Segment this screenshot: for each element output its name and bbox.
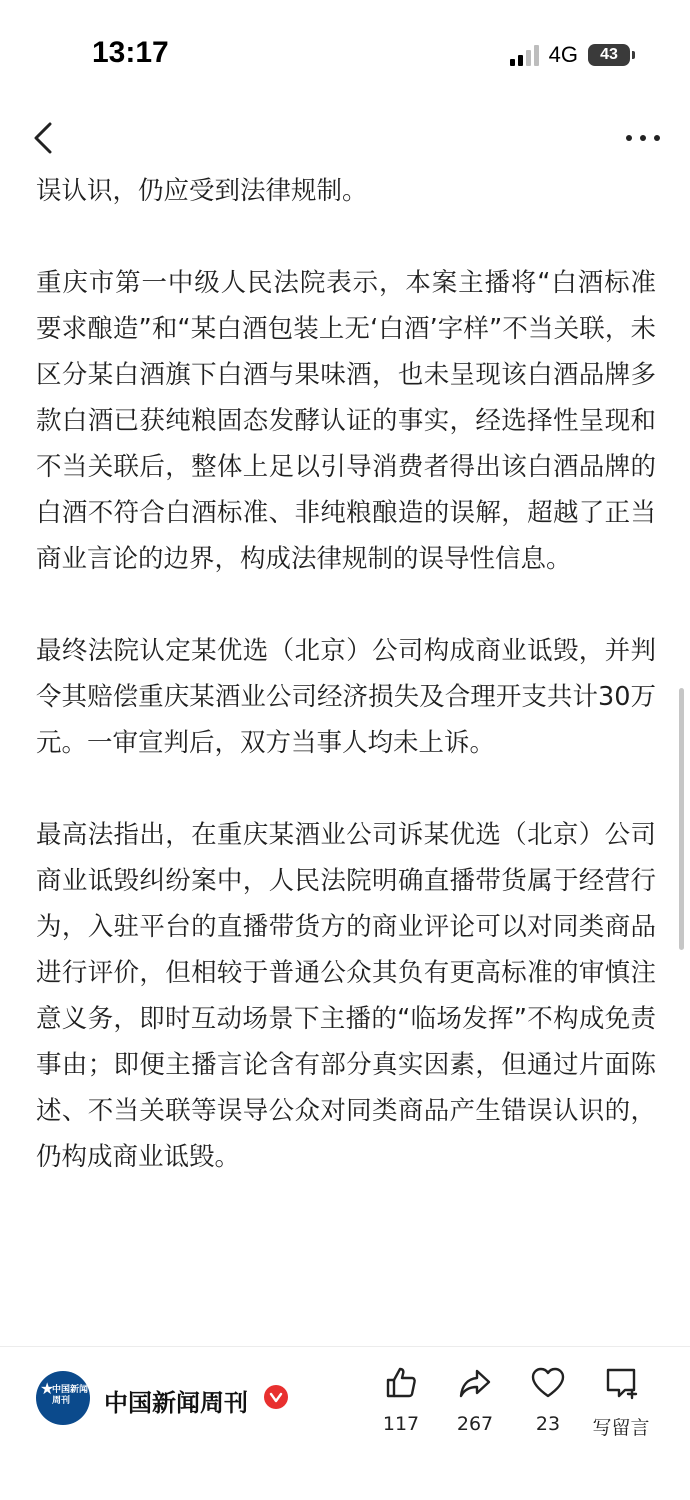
nav-bar [0,110,690,166]
battery-icon [588,44,630,66]
article-paragraph: 误认识，仍应受到法律规制。 [36,176,368,206]
star-icon: ★ [40,1379,55,1398]
share-icon [457,1365,493,1401]
share-button[interactable] [440,1365,510,1435]
write-comment-label: 写留言 [592,1417,650,1439]
signal-icon [510,44,539,66]
article-paragraph: 最高法指出，在重庆某酒业公司诉某优选（北京）公司商业诋毁纠纷案中，人民法院明确直播带货属于经营行为，入驻平台的直播带货方的商业评论可以对同类商品进行评价，但相较于普通公众其负有更高标准的审慎注意义务，即时互动场景下主播的“临场发挥”不构成免责事由；即便主播言论含有部分真实因素，但通过片面陈述、不当关联等误导公众对同类商品产生错误认识的，仍构成商业诋毁。 [36,820,656,1172]
article-paragraph: 重庆市第一中级人民法院表示，本案主播将“白酒标准要求酿造”和“某白酒包装上无‘白酒’字样”不当关联，未区分某白酒旗下白酒与果味酒，也未呈现该白酒品牌多款白酒已获纯粮固态发酵认证的事实，经选择性呈现和不当关联后，整体上足以引导消费者得出该白酒品牌的白酒不符合白酒标准、非纯粮酿造的误解，超越了正当商业言论的边界，构成法律规制的误导性信息。 [36,268,656,574]
thumbs-up-icon [383,1365,419,1401]
status-indicators [510,42,630,68]
like-count: 117 [382,1413,420,1435]
write-comment-button[interactable] [586,1365,656,1440]
status-time: 13:17 [92,36,169,69]
article-body [36,168,656,1336]
more-horizontal-icon[interactable] [626,124,660,152]
verified-icon [264,1385,288,1409]
avatar-logo-text: 中国新闻周刊 [52,1385,89,1406]
favorite-count: 23 [535,1413,561,1435]
heart-icon [530,1365,566,1401]
like-button[interactable] [366,1365,436,1435]
article-paragraph: 最终法院认定某优选（北京）公司构成商业诋毁，并判令其赔偿重庆某酒业公司经济损失及合理开支共计30万元。一审宣判后，双方当事人均未上诉。 [36,636,656,758]
avatar[interactable] [36,1371,90,1425]
chevron-left-icon[interactable] [28,118,68,158]
comment-add-icon [603,1365,639,1401]
status-bar [0,0,690,110]
share-count: 267 [456,1413,494,1435]
bottom-bar [0,1346,690,1500]
scrollbar[interactable] [679,688,684,950]
battery-level: 43 [600,46,618,63]
favorite-button[interactable] [513,1365,583,1435]
author-name[interactable]: 中国新闻周刊 [104,1389,248,1417]
network-type: 4G [548,42,578,67]
